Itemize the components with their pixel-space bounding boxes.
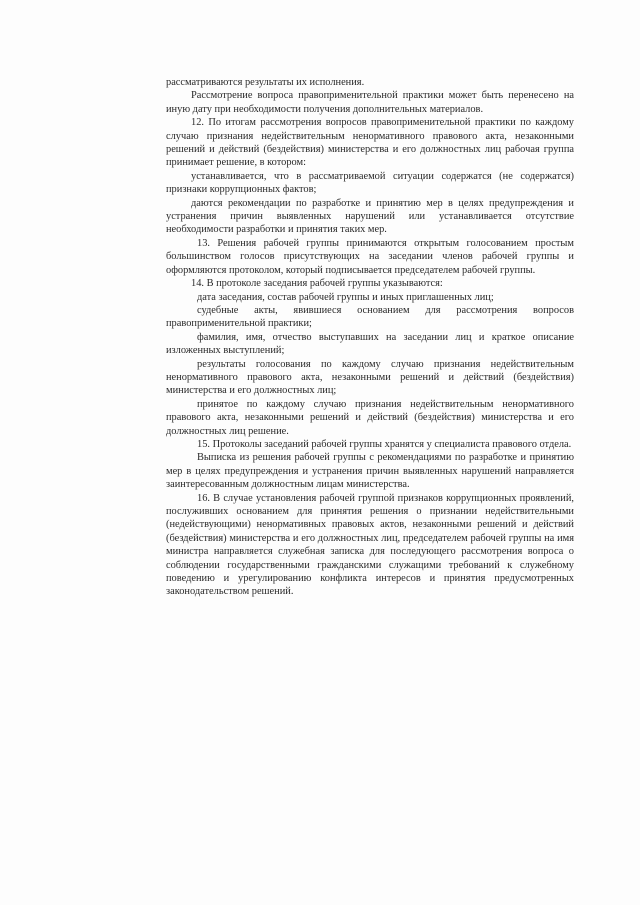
paragraph-continuation: рассматриваются результаты их исполнения. [166, 77, 365, 88]
paragraph-14: 14. В протоколе заседания рабочей группы указываются: [191, 278, 443, 290]
paragraph-12-item-1: устанавливается, что в рассматриваемой ситуации содержатся (не содержатся) признаки коррупционных фактов; [166, 170, 574, 196]
paragraph-postponement: Рассмотрение вопроса правоприменительной практики может быть перенесено на иную дату при необходимости получения дополнительных материалов. [166, 90, 574, 115]
paragraph-14-item-3: фамилия, имя, отчество выступавших на заседании лиц и краткое описание изложенных выступлений; [166, 331, 574, 357]
document-body [166, 76, 574, 599]
paragraph-14-item-1: дата заседания, состав рабочей группы и иных приглашенных лиц; [197, 291, 494, 303]
paragraph-14-item-4: результаты голосования по каждому случаю признания недействительным ненормативного правового акта, незаконными решений и действий (бездействия) министерства и его должностных лиц; [166, 358, 574, 397]
paragraph-14-item-2: судебные акты, явившиеся основанием для рассмотрения вопросов правоприменительной практики; [166, 304, 574, 330]
paragraph-15: 15. Протоколы заседаний рабочей группы хранятся у специалиста правового отдела. [197, 438, 572, 450]
paragraph-12: 12. По итогам рассмотрения вопросов правоприменительной практики по каждому случаю признания недействительным ненормативного правового акта, незаконными решений и действий (бездействия) министерства и его должностных лиц рабочая группа принимает решение, в котором: [166, 117, 574, 169]
paragraph-16: 16. В случае установления рабочей группой признаков коррупционных проявлений, послуживших основанием для принятия решения о признании недействительными (недействующими) ненормативных правовых актов, незаконными решений и действий (бездействия) министерства и его должностных лиц, председателем рабочей группы на имя министра направляется служебная записка для последующего рассмотрения вопроса о соблюдении государственными гражданскими служащими требований к служебному поведению и урегулированию конфликта интересов и принятия предусмотренных законодательством решений. [166, 492, 574, 598]
paragraph-13: 13. Решения рабочей группы принимаются открытым голосованием простым большинством голосов присутствующих на заседании членов рабочей группы и оформляются протоколом, который подписывается председателем рабочей группы. [166, 237, 574, 276]
paragraph-12-item-2: даются рекомендации по разработке и принятию мер в целях предупреждения и устранения причин выявленных нарушений или устанавливается отсутствие необходимости разработки и принятия таких мер. [166, 197, 574, 236]
paragraph-15-extract: Выписка из решения рабочей группы с рекомендациями по разработке и принятию мер в целях предупреждения и устранения причин выявленных нарушений направляется заинтересованным должностным лицам министерства. [166, 452, 574, 491]
paragraph-14-item-5: принятое по каждому случаю признания недействительным ненормативного правового акта, незаконными решений и действий (бездействия) министерства и его должностных лиц решение. [166, 398, 574, 437]
